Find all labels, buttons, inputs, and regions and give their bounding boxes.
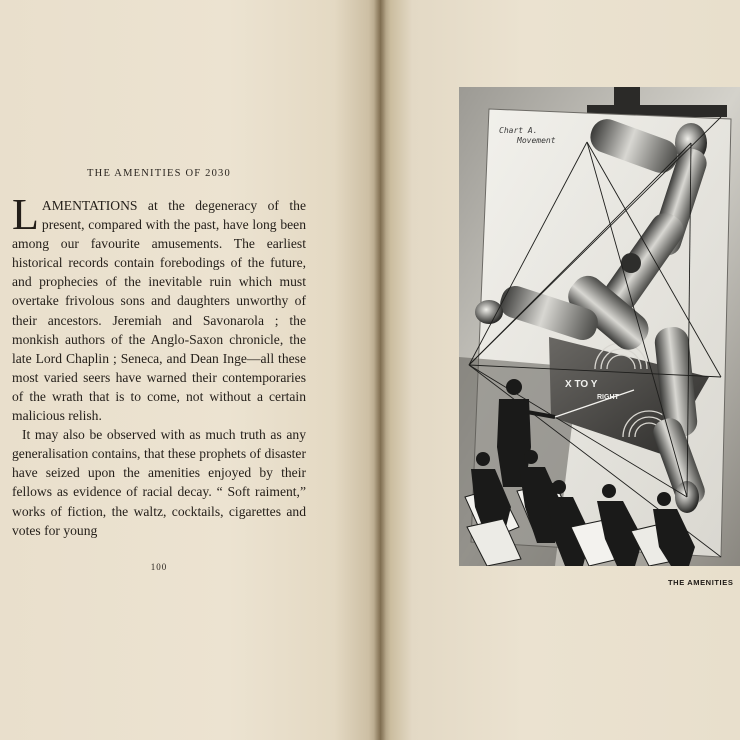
book-gutter xyxy=(374,0,386,740)
chart-label-title: Chart A. xyxy=(499,126,538,135)
xy-label: X TO Y xyxy=(565,379,598,390)
drop-cap: L xyxy=(12,190,39,239)
illustration-plate xyxy=(459,87,740,566)
plate-caption: THE AMENITIES xyxy=(668,578,734,587)
page-number: 100 xyxy=(150,562,168,572)
paragraph-1 xyxy=(12,190,306,425)
running-head: THE AMENITIES OF 2030 xyxy=(87,168,231,179)
chart-movement-illustration xyxy=(459,87,740,566)
paragraph-1-text: AMENTATIONS at the degeneracy of the present, compared with the past, have long been among our favourite amusements. The earliest historical records contain forebodings of the future, and prophecies of the inevitable ruin which must overtake frivolous sons and daughters unworthy of their ancestors. Jeremiah and Savonarola ; the monkish authors of the Anglo-Saxon chronicle, the late Lord Chaplin ; Seneca, and Dean Inge—all these most varied seers have warned their contemporaries of the wrath that is to come, not without a certain malicious relish. xyxy=(12,198,306,424)
body-text xyxy=(12,190,306,540)
chart-label-subtitle: Movement xyxy=(517,136,556,145)
right-label: RIGHT xyxy=(597,394,619,401)
paragraph-2: It may also be observed with as much truth as any generalisation contains, that these prophets of disaster have seized upon the amenities enjoyed by their fellows as evidence of racial decay. “ Soft raiment,” works of fiction, the waltz, cocktails, cigarettes and votes for young xyxy=(12,427,306,538)
